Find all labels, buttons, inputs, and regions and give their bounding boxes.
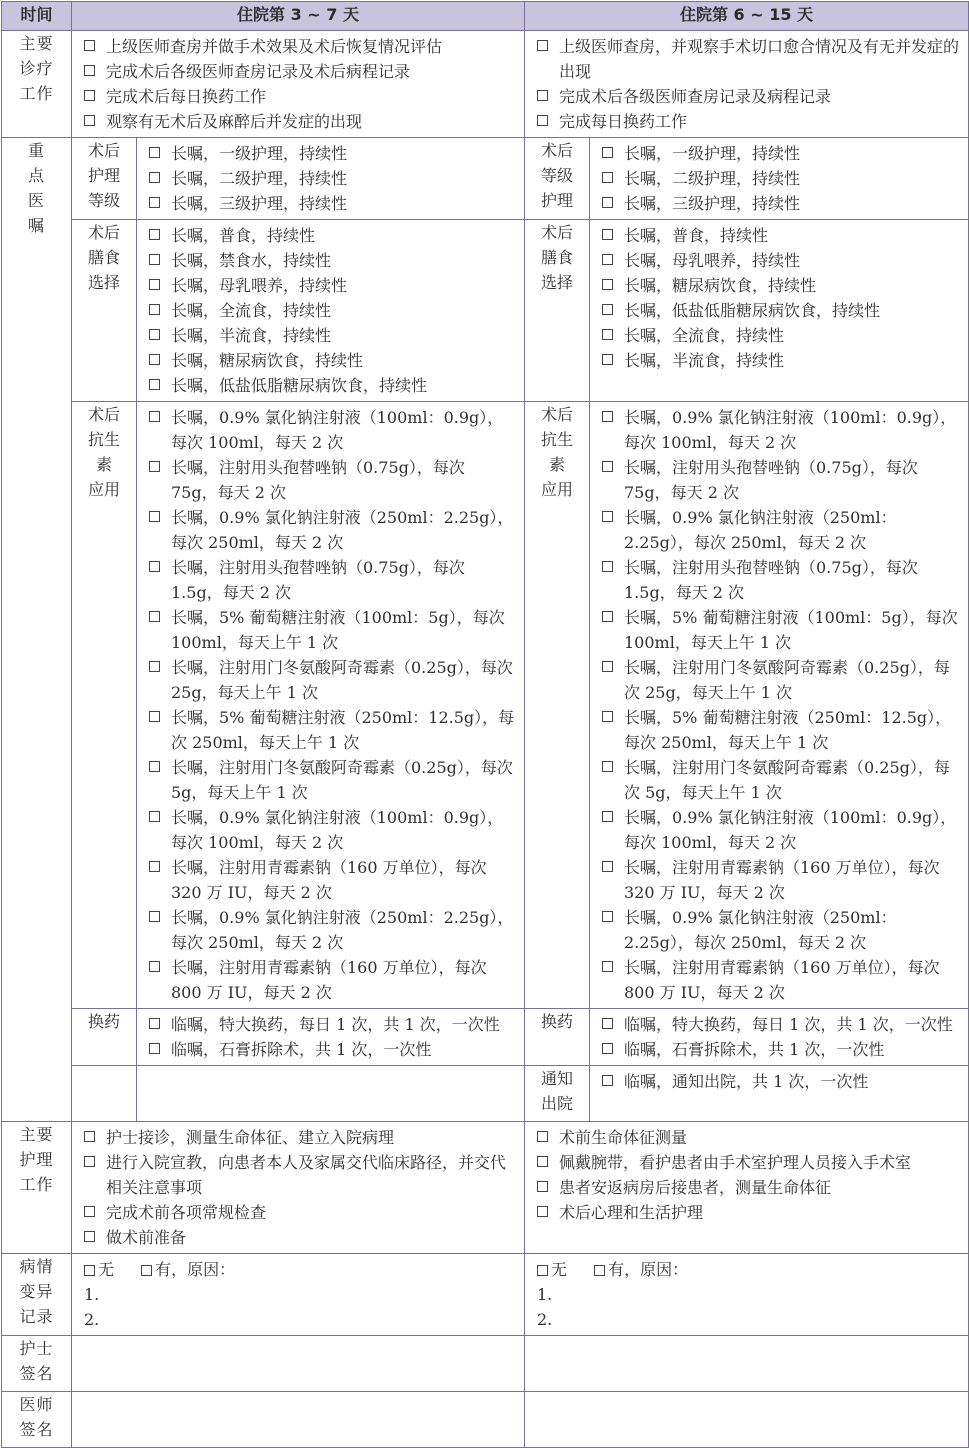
checklist-item (84, 1225, 516, 1250)
dressing-label-1 (72, 1009, 137, 1066)
checkbox[interactable] (149, 861, 160, 872)
checklist-item (149, 191, 516, 216)
diet-row (2, 220, 969, 402)
checklist-item (149, 655, 516, 705)
checkbox[interactable] (602, 1043, 613, 1054)
variation-none-checkbox-2[interactable]: 无 (537, 1260, 567, 1279)
label-line: 应用 (87, 480, 120, 499)
checkbox[interactable] (84, 1206, 95, 1217)
checkbox[interactable] (537, 115, 548, 126)
main-work-col2 (525, 31, 969, 138)
checkbox[interactable] (602, 911, 613, 922)
nursing-work-col2 (525, 1122, 969, 1254)
checkbox[interactable] (149, 1018, 160, 1029)
checklist-item (602, 223, 960, 248)
checklist-item (149, 855, 516, 905)
checkbox[interactable] (84, 1156, 95, 1167)
checklist-item (149, 455, 516, 505)
checklist-item-text: 长嘱，0.9% 氯化钠注射液（100ml：0.9g），每次 100ml，每天 2 次 (171, 408, 504, 452)
checkbox[interactable] (149, 197, 160, 208)
checklist-item-text: 临嘱，通知出院，共 1 次，一次性 (624, 1072, 869, 1091)
checklist-item-text: 观察有无术后及麻醉后并发症的出现 (106, 112, 363, 131)
checkbox[interactable] (602, 172, 613, 183)
checklist-item-text: 长嘱，糖尿病饮食，持续性 (624, 276, 817, 295)
checklist-item (602, 348, 960, 373)
checklist-item (149, 505, 516, 555)
antibiotics-label-1 (72, 402, 137, 1009)
nurse-sign-row (2, 1336, 969, 1392)
variation-col2 (525, 1254, 969, 1336)
header-time: 时间 (2, 2, 72, 31)
checklist-item (602, 298, 960, 323)
label-line: 膳食 (540, 248, 573, 267)
discharge-col1-empty (137, 1066, 525, 1122)
discharge-label-2 (525, 1066, 590, 1122)
label-line: 素 (95, 455, 112, 474)
checklist-item-text: 进行入院宣教，向患者本人及家属交代临床路径，并交代相关注意事项 (106, 1153, 507, 1197)
variation-none-checkbox-1[interactable]: 无 (84, 1260, 114, 1279)
checkbox[interactable] (602, 229, 613, 240)
checkbox[interactable] (149, 611, 160, 622)
checklist-item-text: 长嘱，二级护理，持续性 (624, 169, 801, 188)
checklist-item-text: 长嘱，0.9% 氯化钠注射液（250ml：2.25g），每次 250ml，每天 2 次 (171, 908, 514, 952)
checklist-item-text: 长嘱，注射用门冬氨酸阿奇霉素（0.25g），每次 25g，每天上午 1 次 (171, 658, 513, 702)
checklist-item (602, 248, 960, 273)
label-line: 签名 (19, 1364, 54, 1383)
checklist-item-text: 护士接诊，测量生命体征、建立入院病理 (106, 1128, 395, 1147)
checkbox[interactable] (149, 961, 160, 972)
doctor-sign-row (2, 1392, 969, 1448)
checklist-item-text: 长嘱，全流食，持续性 (171, 301, 332, 320)
checklist-item-text: 长嘱，注射用门冬氨酸阿奇霉素（0.25g），每次 25g，每天上午 1 次 (624, 658, 950, 702)
checklist-item (149, 298, 516, 323)
checkbox[interactable] (149, 1043, 160, 1054)
checkbox[interactable] (602, 611, 613, 622)
checkbox[interactable] (149, 229, 160, 240)
checklist-item-text: 长嘱，注射用头孢替唑钠（0.75g），每次 75g，每天 2 次 (171, 458, 465, 502)
diet-col2 (590, 220, 969, 402)
diet-label-2 (525, 220, 590, 402)
checklist-item-text: 长嘱，低盐低脂糖尿病饮食，持续性 (624, 301, 881, 320)
label-line: 工作 (19, 1175, 54, 1194)
checkbox[interactable] (84, 65, 95, 76)
checkbox[interactable] (84, 1231, 95, 1242)
nurse-sign-field-1[interactable] (72, 1336, 525, 1392)
checklist-item-text: 临嘱，石膏拆除术，共 1 次，一次性 (624, 1040, 885, 1059)
label-line: 医 (27, 191, 45, 210)
checklist-item (149, 248, 516, 273)
checkbox[interactable] (149, 279, 160, 290)
antibiotics-row (2, 402, 969, 1009)
main-work-col1 (72, 31, 525, 138)
checklist-item-text: 长嘱，一级护理，持续性 (624, 144, 801, 163)
checklist-item (149, 805, 516, 855)
label-line: 换药 (540, 1012, 573, 1031)
discharge-col2 (590, 1066, 969, 1122)
checklist-item (149, 1012, 516, 1037)
header-days-6-15: 住院第 6 ~ 15 天 (525, 2, 969, 31)
checkbox[interactable] (537, 40, 548, 51)
checklist-item-text: 术前生命体征测量 (559, 1128, 688, 1147)
checklist-item (149, 1037, 516, 1062)
checkbox[interactable] (149, 254, 160, 265)
checklist-item (84, 1125, 516, 1150)
checklist-item (149, 405, 516, 455)
label-line: 重 (27, 141, 45, 160)
checklist-item (602, 955, 960, 1005)
checkbox[interactable] (602, 661, 613, 672)
checkbox[interactable] (84, 40, 95, 51)
checklist-item (602, 605, 960, 655)
checklist-item-text: 长嘱，一级护理，持续性 (171, 144, 348, 163)
checklist-item (602, 323, 960, 348)
nursing-level-label-2 (525, 138, 590, 220)
checklist-item (602, 705, 960, 755)
checklist-item (602, 1012, 960, 1037)
doctor-sign-label (2, 1392, 72, 1448)
checklist-item-text: 长嘱，半流食，持续性 (624, 351, 785, 370)
checklist-item (537, 84, 960, 109)
checkbox[interactable] (149, 354, 160, 365)
checklist-item (602, 455, 960, 505)
checklist-item (149, 166, 516, 191)
clinical-pathway-table (1, 1, 969, 1448)
label-line: 通知 (540, 1069, 573, 1088)
nursing-work-col1 (72, 1122, 525, 1254)
checklist-item-text: 临嘱，特大换药，每日 1 次，共 1 次，一次性 (624, 1015, 953, 1034)
checklist-item-text: 长嘱，5% 葡萄糖注射液（100ml：5g），每次 100ml，每天上午 1 次 (171, 608, 505, 652)
checkbox[interactable] (149, 911, 160, 922)
antibiotics-col2 (590, 402, 969, 1009)
checklist-item (537, 1150, 960, 1175)
label-line: 签名 (19, 1420, 54, 1439)
nursing-level-row (2, 138, 969, 220)
antibiotics-col1 (137, 402, 525, 1009)
checklist-item-text: 长嘱，0.9% 氯化钠注射液（100ml：0.9g），每次 100ml，每天 2 次 (624, 408, 957, 452)
variation-col1 (72, 1254, 525, 1336)
label-line: 嘱 (27, 216, 45, 235)
nursing-level-col2 (590, 138, 969, 220)
dressing-row (2, 1009, 969, 1066)
checklist-item-text: 做术前准备 (106, 1228, 187, 1247)
variation-line-2a: 2. (84, 1310, 100, 1329)
checklist-item-text: 完成术后各级医师查房记录及病程记录 (559, 87, 832, 106)
checkbox[interactable] (602, 329, 613, 340)
checklist-item (84, 1150, 516, 1200)
checkbox[interactable] (149, 711, 160, 722)
checklist-item-text: 完成术后每日换药工作 (106, 87, 267, 106)
checklist-item (602, 166, 960, 191)
checklist-item (537, 1200, 960, 1225)
checklist-item (84, 1200, 516, 1225)
key-orders-label (2, 138, 72, 1122)
checklist-item-text: 长嘱，全流食，持续性 (624, 326, 785, 345)
checklist-item-text: 长嘱，注射用头孢替唑钠（0.75g），每次 1.5g，每天 2 次 (171, 558, 465, 602)
checkbox[interactable] (602, 254, 613, 265)
checkbox[interactable] (149, 811, 160, 822)
label-line: 工作 (19, 84, 54, 103)
variation-yes-checkbox-1[interactable]: 有，原因： (141, 1260, 235, 1279)
checklist-item (537, 34, 960, 84)
checkbox[interactable] (602, 304, 613, 315)
checkbox[interactable] (602, 197, 613, 208)
checkbox[interactable] (602, 354, 613, 365)
label-line: 诊疗 (19, 59, 54, 78)
checklist-item (602, 555, 960, 605)
checklist-item-text: 长嘱，三级护理，持续性 (171, 194, 348, 213)
label-line: 膳食 (87, 248, 120, 267)
checklist-item (149, 223, 516, 248)
label-line: 主要 (19, 1125, 54, 1144)
checkbox[interactable] (602, 147, 613, 158)
label-line: 素 (548, 455, 565, 474)
checkbox[interactable] (537, 1181, 548, 1192)
checklist-item-text: 长嘱，注射用头孢替唑钠（0.75g），每次 75g，每天 2 次 (624, 458, 918, 502)
nursing-work-row (2, 1122, 969, 1254)
checklist-item (149, 905, 516, 955)
checkbox[interactable] (84, 115, 95, 126)
nursing-level-col1 (137, 138, 525, 220)
checklist-item-text: 长嘱，母乳喂养，持续性 (171, 276, 348, 295)
checkbox[interactable] (537, 1131, 548, 1142)
checklist-item (537, 109, 960, 134)
dressing-label-2 (525, 1009, 590, 1066)
checklist-item (602, 273, 960, 298)
variation-yes-checkbox-2[interactable]: 有，原因： (594, 1260, 688, 1279)
label-line: 等级 (540, 166, 573, 185)
checklist-item-text: 临嘱，石膏拆除术，共 1 次，一次性 (171, 1040, 432, 1059)
checklist-item-text: 长嘱，母乳喂养，持续性 (624, 251, 801, 270)
checkbox[interactable] (537, 1206, 548, 1217)
checklist-item (602, 141, 960, 166)
checklist-item (602, 805, 960, 855)
checkbox[interactable] (537, 90, 548, 101)
checkbox[interactable] (149, 147, 160, 158)
checklist-item-text: 长嘱，普食，持续性 (624, 226, 769, 245)
nursing-level-label-1 (72, 138, 137, 220)
checklist-item-text: 长嘱，0.9% 氯化钠注射液（250ml：2.25g），每次 250ml，每天 2 次 (624, 908, 897, 952)
checklist-item-text: 长嘱，普食，持续性 (171, 226, 316, 245)
checkbox[interactable] (602, 411, 613, 422)
checklist-item-text: 术后心理和生活护理 (559, 1203, 704, 1222)
checklist-item (537, 1175, 960, 1200)
checklist-item-text: 临嘱，特大换药，每日 1 次，共 1 次，一次性 (171, 1015, 500, 1034)
label-line: 换药 (87, 1012, 120, 1031)
checkbox[interactable] (602, 279, 613, 290)
label-line: 医师 (19, 1395, 54, 1414)
label-line: 病情 (19, 1257, 54, 1276)
variation-line-1a: 1. (84, 1285, 100, 1304)
diet-col1 (137, 220, 525, 402)
checklist-item-text: 长嘱，三级护理，持续性 (624, 194, 801, 213)
header-days-3-7: 住院第 3 ~ 7 天 (72, 2, 525, 31)
checkbox[interactable] (84, 90, 95, 101)
checklist-item-text: 上级医师查房并做手术效果及术后恢复情况评估 (106, 37, 443, 56)
checklist-item (602, 655, 960, 705)
header-row (2, 2, 969, 31)
checklist-item-text: 长嘱，0.9% 氯化钠注射液（250ml：2.25g），每次 250ml，每天 2 次 (171, 508, 514, 552)
checklist-item-text: 长嘱，注射用门冬氨酸阿奇霉素（0.25g），每次 5g，每天上午 1 次 (171, 758, 513, 802)
checklist-item-text: 长嘱，半流食，持续性 (171, 326, 332, 345)
variation-row (2, 1254, 969, 1336)
label-line: 主要 (19, 34, 54, 53)
checklist-item-text: 长嘱，0.9% 氯化钠注射液（100ml：0.9g），每次 100ml，每天 2 次 (624, 808, 957, 852)
checklist-item-text: 长嘱，注射用青霉素钠（160 万单位），每次 800 万 IU，每天 2 次 (171, 958, 487, 1002)
checklist-item (149, 755, 516, 805)
variation-line-1b: 1. (537, 1285, 553, 1304)
label-line: 应用 (540, 480, 573, 499)
checklist-item (149, 348, 516, 373)
label-line: 抗生 (87, 430, 120, 449)
checklist-item-text: 完成每日换药工作 (559, 112, 688, 131)
checklist-item (537, 1125, 960, 1150)
checkbox[interactable] (602, 1075, 613, 1086)
checklist-item-text: 长嘱，0.9% 氯化钠注射液（100ml：0.9g），每次 100ml，每天 2 次 (171, 808, 504, 852)
checkbox[interactable] (149, 511, 160, 522)
label-line: 出院 (540, 1094, 573, 1113)
checklist-item-text: 长嘱，注射用青霉素钠（160 万单位），每次 320 万 IU，每天 2 次 (171, 858, 487, 902)
checklist-item (149, 273, 516, 298)
doctor-sign-field-2[interactable] (525, 1392, 969, 1448)
checklist-item-text: 长嘱，二级护理，持续性 (171, 169, 348, 188)
checklist-item-text: 完成术前各项常规检查 (106, 1203, 267, 1222)
label-line: 抗生 (540, 430, 573, 449)
checklist-item (84, 109, 516, 134)
checklist-item-text: 长嘱，注射用门冬氨酸阿奇霉素（0.25g），每次 5g，每天上午 1 次 (624, 758, 950, 802)
checkbox[interactable] (149, 304, 160, 315)
checklist-item (84, 84, 516, 109)
checklist-item (602, 405, 960, 455)
label-line: 术后 (540, 223, 573, 242)
label-line: 选择 (87, 273, 120, 292)
checklist-item (602, 1069, 960, 1094)
checklist-item-text: 长嘱，低盐低脂糖尿病饮食，持续性 (171, 376, 428, 395)
label-line: 点 (27, 166, 45, 185)
checklist-item (149, 323, 516, 348)
label-line: 术后 (540, 405, 573, 424)
checklist-item-text: 佩戴腕带，看护患者由手术室护理人员接入手术室 (559, 1153, 912, 1172)
dressing-col1 (137, 1009, 525, 1066)
checklist-item (149, 555, 516, 605)
doctor-sign-field-1[interactable] (72, 1392, 525, 1448)
checklist-item-text: 长嘱，5% 葡萄糖注射液（100ml：5g），每次 100ml，每天上午 1 次 (624, 608, 958, 652)
checklist-item-text: 长嘱，注射用青霉素钠（160 万单位），每次 800 万 IU，每天 2 次 (624, 958, 940, 1002)
checkbox[interactable] (602, 511, 613, 522)
variation-label (2, 1254, 72, 1336)
checklist-item-text: 长嘱，注射用头孢替唑钠（0.75g），每次 1.5g，每天 2 次 (624, 558, 918, 602)
checkbox[interactable] (84, 1131, 95, 1142)
label-line: 术后 (87, 141, 120, 160)
discharge-label-1-empty (72, 1066, 137, 1122)
checklist-item-text: 完成术后各级医师查房记录及术后病程记录 (106, 62, 411, 81)
checkbox[interactable] (602, 961, 613, 972)
label-line: 变异 (19, 1282, 54, 1301)
dressing-col2 (590, 1009, 969, 1066)
nursing-work-label (2, 1122, 72, 1254)
checklist-item (149, 605, 516, 655)
label-line: 术后 (540, 141, 573, 160)
main-work-row (2, 31, 969, 138)
checklist-item (149, 373, 516, 398)
checkbox[interactable] (602, 1018, 613, 1029)
label-line: 护理 (19, 1150, 54, 1169)
checkbox[interactable] (602, 861, 613, 872)
label-line: 术后 (87, 405, 120, 424)
checkbox[interactable] (149, 329, 160, 340)
variation-line-2b: 2. (537, 1310, 553, 1329)
checkbox[interactable] (602, 711, 613, 722)
checkbox[interactable] (149, 172, 160, 183)
label-line: 护理 (540, 191, 573, 210)
checklist-item-text: 上级医师查房，并观察手术切口愈合情况及有无并发症的出现 (559, 37, 960, 81)
main-work-label (2, 31, 72, 138)
checklist-item (149, 705, 516, 755)
checklist-item-text: 长嘱，5% 葡萄糖注射液（250ml：12.5g），每次 250ml，每天上午 1 次 (624, 708, 952, 752)
checklist-item (84, 34, 516, 59)
checkbox[interactable] (537, 1156, 548, 1167)
checklist-item (84, 59, 516, 84)
checkbox[interactable] (602, 461, 613, 472)
checkbox[interactable] (149, 661, 160, 672)
checklist-item-text: 长嘱，0.9% 氯化钠注射液（250ml：2.25g），每次 250ml，每天 2 次 (624, 508, 897, 552)
checklist-item-text: 长嘱，注射用青霉素钠（160 万单位），每次 320 万 IU，每天 2 次 (624, 858, 940, 902)
checklist-item (602, 191, 960, 216)
checklist-item (602, 755, 960, 805)
checkbox[interactable] (602, 561, 613, 572)
checklist-item (602, 1037, 960, 1062)
label-line: 记录 (19, 1307, 54, 1326)
checklist-item (149, 955, 516, 1005)
checkbox[interactable] (149, 761, 160, 772)
diet-label-1 (72, 220, 137, 402)
checklist-item-text: 长嘱，糖尿病饮食，持续性 (171, 351, 364, 370)
checklist-item (149, 141, 516, 166)
checkbox[interactable] (602, 811, 613, 822)
discharge-row (2, 1066, 969, 1122)
checklist-item (602, 855, 960, 905)
checkbox[interactable] (149, 461, 160, 472)
antibiotics-label-2 (525, 402, 590, 1009)
label-line: 术后 (87, 223, 120, 242)
nurse-sign-field-2[interactable] (525, 1336, 969, 1392)
checkbox[interactable] (602, 761, 613, 772)
checkbox[interactable] (149, 411, 160, 422)
checkbox[interactable] (149, 379, 160, 390)
label-line: 护士 (19, 1339, 54, 1358)
nurse-sign-label (2, 1336, 72, 1392)
checklist-item-text: 长嘱，禁食水，持续性 (171, 251, 332, 270)
checklist-item (602, 505, 960, 555)
checklist-item-text: 患者安返病房后接患者，测量生命体征 (559, 1178, 832, 1197)
checklist-item-text: 长嘱，5% 葡萄糖注射液（250ml：12.5g），每次 250ml，每天上午 1 次 (171, 708, 515, 752)
label-line: 护理 (87, 166, 120, 185)
label-line: 等级 (87, 191, 120, 210)
label-line: 选择 (540, 273, 573, 292)
checkbox[interactable] (149, 561, 160, 572)
checklist-item (602, 905, 960, 955)
